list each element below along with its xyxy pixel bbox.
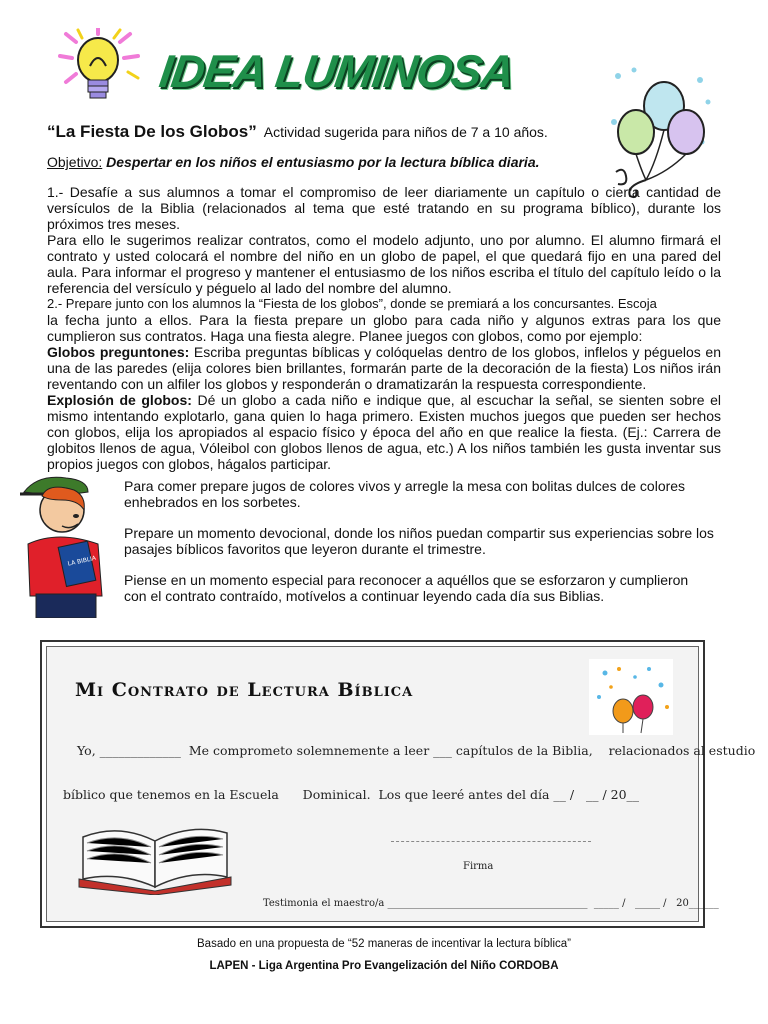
objective-text: Despertar en los niños el entusiasmo por la lectura bíblica diaria. xyxy=(106,154,540,170)
objective xyxy=(47,154,540,170)
logo-title: IDEA LUMINOSA xyxy=(156,45,517,97)
reading-contract-inner xyxy=(46,646,756,922)
source-credit: Basado en una propuesta de “52 maneras de incentivar la lectura bíblica” xyxy=(197,938,571,950)
open-bible-icon xyxy=(73,815,237,895)
globos-preguntones-label: Globos preguntones: xyxy=(47,344,190,360)
globos-preguntones-text: Escriba preguntas bíblicas y colóquelas dentro de los globos, inflelos y péguelos en una de las paredes (elija colores bien brillantes, formarán parte de la decoración de la fiesta) Los niños irán reventando con un alfiler los globos y responderán o dramatizarán la respuesta correspondiente. xyxy=(47,344,721,392)
contract-title: Mi Contrato de Lectura Bíblica xyxy=(75,679,414,701)
paragraph-3-rest: la fecha junto a ellos. Para la fiesta prepare un globo para cada niño y algunos extras para los que cumplieron sus contratos. Haga una fiesta alegre. Planee juegos con globos, como por ejemplo: xyxy=(47,312,721,344)
paragraph-2: Para ello le sugerimos realizar contratos, como el modelo adjunto, uno por alumno. El alumno firmará el contrato y usted colocará el nombre del niño en un globo de papel, el que quedará fijo en una pared del aula. Para informar el progreso y mantener el entusiasmo de los niños escriba el título del capítulo leído o la referencia del versículo y péguelo al lado del nombre del alumno. xyxy=(47,232,721,296)
paragraph-1: 1.- Desafíe a sus alumnos a tomar el compromiso de leer diariamente un capítulo o cierta cantidad de versículos de la Biblia (relacionados al tema que esté tratando en su programa bíblico), durante los próximos tres meses. xyxy=(47,184,721,232)
explosion-globos-label: Explosión de globos: xyxy=(47,392,192,408)
boy-with-bible-illustration xyxy=(18,466,114,618)
explosion-globos-text: Dé un globo a cada niño e indique que, al escuchar la señal, se sienten sobre el mismo intentando explotarlo, gana quien lo haga primero. Existen muchos juegos que pueden ser hechos con globos, elija los apropiados al espacio físico y época del año en que realice la fiesta. (Ej.: Carrera de globitos llenos de agua, Vóleibol con globos llenos de agua, etc.) A los niños también les gusta inventar sus propios juegos con globos, hágalos participar. xyxy=(47,392,722,472)
tip-drinks: Para comer prepare jugos de colores vivos y arregle la mesa con bolitas dulces de colores enhebrados en los sorbetes. xyxy=(124,478,686,510)
objective-label: Objetivo: xyxy=(47,154,103,170)
party-balloons-icon xyxy=(589,659,673,735)
instructions-body xyxy=(47,184,721,472)
activity-title-line xyxy=(47,122,548,142)
tip-devotional: Prepare un momento devocional, donde los niños puedan compartir sus experiencias sobre los pasajes bíblicos favoritos que leyeron durante el trimestre. xyxy=(124,525,714,557)
lightbulb-icon xyxy=(58,28,148,108)
contract-commitment-line-1: Yo, _____________ Me comprometo solemnemente a leer ___ capítulos de la Biblia, relacionados al estudio xyxy=(77,743,756,758)
balloons-icon xyxy=(606,62,716,202)
contract-commitment-line-2: bíblico que tenemos en la Escuela Dominical. Los que leeré antes del día __ / __ / 20__ xyxy=(63,787,640,802)
organization-credit: LAPEN - Liga Argentina Pro Evangelización del Niño CORDOBA xyxy=(209,960,559,972)
party-tips xyxy=(124,478,714,619)
signature-line xyxy=(391,841,591,842)
signature-label: Firma xyxy=(463,861,494,872)
paragraph-explosion-globos xyxy=(47,392,721,472)
activity-subtitle: Actividad sugerida para niños de 7 a 10 años. xyxy=(263,124,548,140)
paragraph-globos-preguntones xyxy=(47,344,721,392)
activity-title: “La Fiesta De los Globos” xyxy=(47,122,257,141)
kid-bible-label: LA BIBLIA xyxy=(67,554,97,568)
paragraph-3-start: 2.- Prepare junto con los alumnos la “Fiesta de los globos”, donde se premiará a los concursantes. Escoja xyxy=(47,296,657,311)
tip-recognition: Piense en un momento especial para reconocer a aquéllos que se esforzaron y cumplieron con el contrato contraído, motívelos a continuar leyendo cada día sus Biblias. xyxy=(124,572,689,604)
reading-contract xyxy=(40,640,756,928)
teacher-witness-line: Testimonia el maestro/a ________________________________________ _____ / _____ / 20______ xyxy=(263,898,719,909)
